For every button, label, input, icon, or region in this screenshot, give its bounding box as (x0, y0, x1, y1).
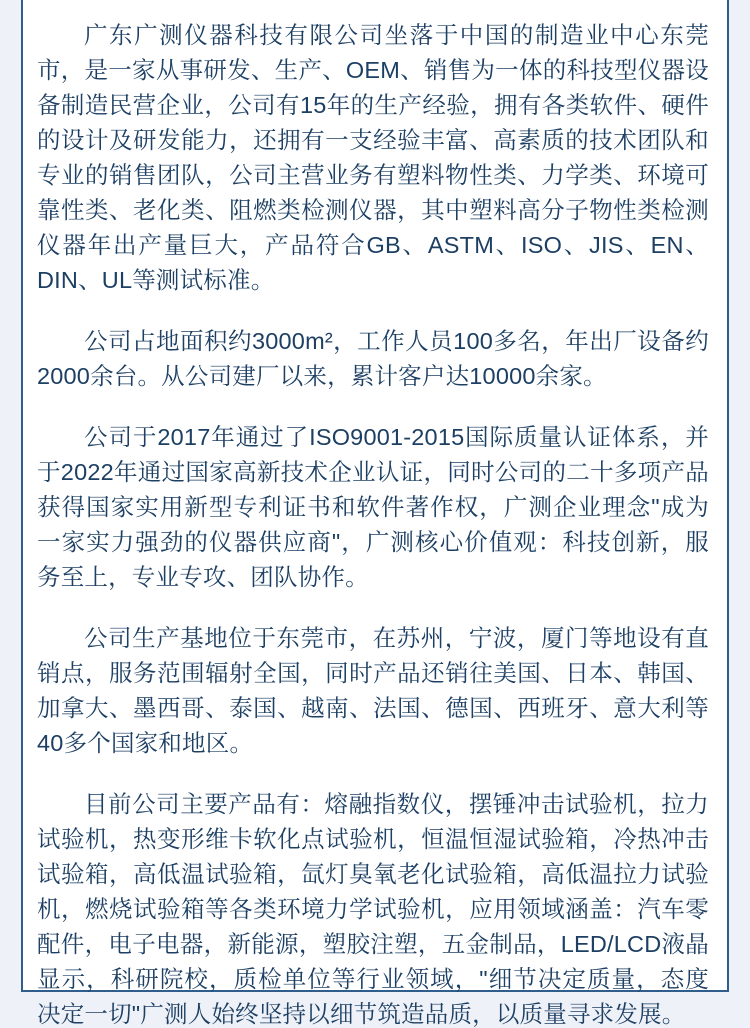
paragraph-company-overview: 广东广测仪器科技有限公司坐落于中国的制造业中心东莞市，是一家从事研发、生产、OEM、销售为一体的科技型仪器设备制造民营企业，公司有15年的生产经验，拥有各类软件、硬件的设计及研发能力，还拥有一支经验丰富、高素质的技术团队和专业的销售团队，公司主营业务有塑料物性类、力学类、环境可靠性类、老化类、阻燃类检测仪器，其中塑料高分子物性类检测仪器年出产量巨大，产品符合GB、ASTM、ISO、JIS、EN、DIN、UL等测试标准。 (37, 22, 710, 293)
paragraph-locations-export: 公司生产基地位于东莞市，在苏州，宁波，厦门等地设有直销点，服务范围辐射全国，同时产品还销往美国、日本、韩国、加拿大、墨西哥、泰国、越南、法国、德国、西班牙、意大利等40多个国家和地区。 (37, 625, 709, 756)
company-profile-text-block (37, 18, 709, 1028)
company-profile-card (21, 0, 729, 1027)
paragraph-certifications: 公司于2017年通过了ISO9001-2015国际质量认证体系，并于2022年通过国家高新技术企业认证，同时公司的二十多项产品获得国家实用新型专利证书和软件著作权，广测企业理念"成为一家实力强劲的仪器供应商"，广测核心价值观：科技创新，服务至上，专业专攻、团队协作。 (37, 424, 709, 590)
paragraph-facility-scale: 公司占地面积约3000m²，工作人员100多名，年出厂设备约2000余台。从公司建厂以来，累计客户达10000余家。 (37, 328, 709, 389)
paragraph-products-applications: 目前公司主要产品有：熔融指数仪，摆锤冲击试验机，拉力试验机，热变形维卡软化点试验机，恒温恒湿试验箱，冷热冲击试验箱，高低温试验箱，氙灯臭氧老化试验箱，高低温拉力试验机，燃烧试验箱等各类环境力学试验机，应用领域涵盖：汽车零配件，电子电器，新能源，塑胶注塑，五金制品，LED/LCD液晶显示，科研院校，质检单位等行业领域，"细节决定质量，态度决定一切"广测人始终坚持以细节筑造品质，以质量寻求发展。 (37, 791, 709, 1027)
